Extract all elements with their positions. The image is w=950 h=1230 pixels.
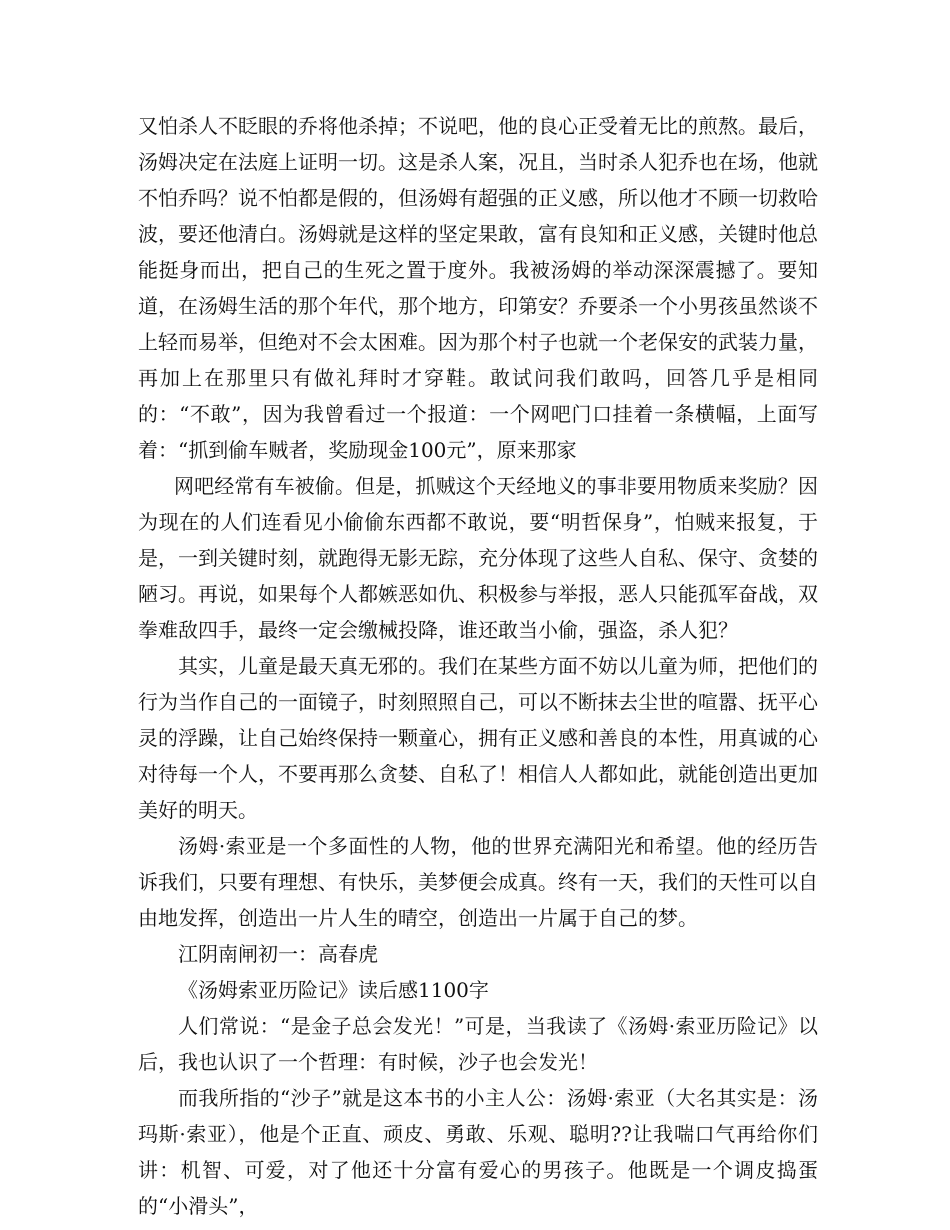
paragraph-protagonist: 而我所指的“沙子”就是这本书的小主人公：汤姆·索亚（大名其实是：汤玛斯·索亚），他是个正直、顽皮、勇敢、乐观、聪明??让我喘口气再给你们讲：机智、可爱，对了他还十分富有爱心的男孩子。他既是一个调皮捣蛋的“小滑头”， xyxy=(138,1086,818,1218)
paragraph-children: 其实，儿童是最天真无邪的。我们在某些方面不妨以儿童为师，把他们的行为当作自己的一面镜子，时刻照照自己，可以不断抹去尘世的喧嚣、抚平心灵的浮躁，让自己始终保持一颗童心，拥有正义感和善良的本性，用真诚的心对待每一个人，不要再那么贪婪、自私了！相信人人都如此，就能创造出更加美好的明天。 xyxy=(138,654,818,822)
paragraph-gold-sand: 人们常说：“是金子总会发光！”可是，当我读了《汤姆·索亚历险记》以后，我也认识了一个哲理：有时候，沙子也会发光！ xyxy=(138,1014,818,1074)
paragraph-continued: 又怕杀人不眨眼的乔将他杀掉；不说吧，他的良心正受着无比的煎熬。最后，汤姆决定在法庭上证明一切。这是杀人案，况且，当时杀人犯乔也在场，他就不怕乔吗？说不怕都是假的，但汤姆有超强的正义感，所以他才不顾一切救哈波，要还他清白。汤姆就是这样的坚定果敢，富有良知和正义感，关键时他总能挺身而出，把自己的生死之置于度外。我被汤姆的举动深深震撼了。要知道，在汤姆生活的那个年代，那个地方，印第安？乔要杀一个小男孩虽然谈不上轻而易举，但绝对不会太困难。因为那个村子也就一个老保安的武装力量，再加上在那里只有做礼拜时才穿鞋。敢试问我们敢吗，回答几乎是相同的：“不敢”，因为我曾看过一个报道：一个网吧门口挂着一条横幅，上面写着：“抓到偷车贼者，奖励现金100元”，原来那家 xyxy=(138,114,818,462)
paragraph-internet-cafe: 网吧经常有车被偷。但是，抓贼这个天经地义的事非要用物质来奖励？因为现在的人们连看见小偷偷东西都不敢说，要“明哲保身”，怕贼来报复，于是，一到关键时刻，就跑得无影无踪，充分体现了这些人自私、保守、贪婪的陋习。再说，如果每个人都嫉恶如仇、积极参与举报，恶人只能孤军奋战，双拳难敌四手，最终一定会缴械投降，谁还敢当小偷，强盗，杀人犯？ xyxy=(138,474,818,642)
paragraph-tom-sawyer: 汤姆·索亚是一个多面性的人物，他的世界充满阳光和希望。他的经历告诉我们，只要有理想、有快乐，美梦便会成真。终有一天，我们的天性可以自由地发挥，创造出一片人生的晴空，创造出一片属于自己的梦。 xyxy=(138,834,818,930)
document-body xyxy=(138,108,818,1224)
essay-title: 《汤姆索亚历险记》读后感1100字 xyxy=(178,978,489,1002)
author-line: 江阴南闸初一：高春虎 xyxy=(178,942,378,966)
